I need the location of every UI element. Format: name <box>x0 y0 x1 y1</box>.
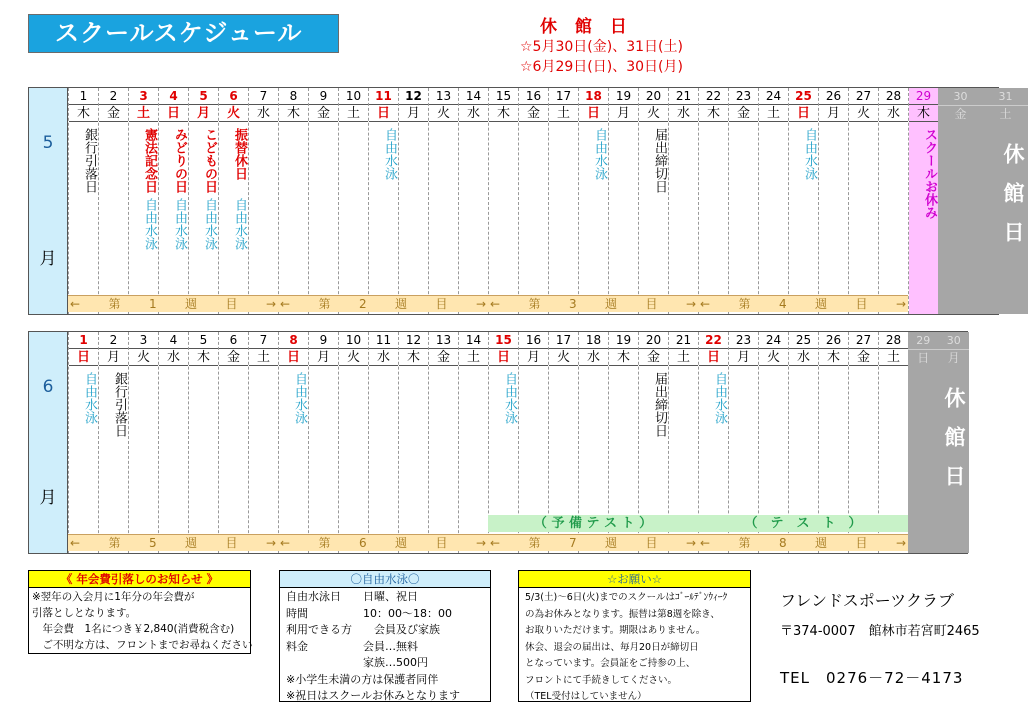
june-week-number: 7 <box>568 536 577 550</box>
june-week-word: 第 <box>318 536 331 550</box>
june-day-number: 8 <box>279 332 308 349</box>
june-week-arrow-right: → <box>685 536 696 550</box>
june-day-number: 17 <box>549 332 578 349</box>
may-day-4 <box>158 88 188 314</box>
may-day-19 <box>608 88 638 314</box>
june-day-number: 24 <box>759 332 788 349</box>
june-weekday: 木 <box>189 349 218 366</box>
may-weekday: 水 <box>879 105 908 122</box>
june-weekday: 金 <box>219 349 248 366</box>
june-day-number: 3 <box>129 332 158 349</box>
june-day-number: 14 <box>459 332 488 349</box>
may-month-char: 月 <box>39 249 57 269</box>
request-notice <box>518 570 751 702</box>
may-weekday: 月 <box>189 105 218 122</box>
june-day-7 <box>248 332 278 553</box>
june-test-label: （ テ ス ト ） <box>744 516 862 531</box>
may-week-suffix: 週 <box>815 297 828 311</box>
club-tel: TEL 0276－72－4173 <box>780 669 964 687</box>
june-day-number: 5 <box>189 332 218 349</box>
may-week-arrow-right: → <box>475 297 486 311</box>
june-weekday: 土 <box>249 349 278 366</box>
may-day-number: 7 <box>249 88 278 105</box>
may-day-3 <box>128 88 158 314</box>
may-day-number: 17 <box>549 88 578 105</box>
june-test-bar-2 <box>698 515 908 532</box>
may-day-number: 25 <box>789 88 818 105</box>
may-week-arrow-right: → <box>265 297 276 311</box>
may-day-note: 自由水泳 <box>142 198 157 250</box>
may-day-number: 2 <box>99 88 128 105</box>
may-weekday: 月 <box>399 105 428 122</box>
may-day-note: 自由水泳 <box>802 128 817 180</box>
may-day-number: 9 <box>309 88 338 105</box>
june-day-number: 13 <box>429 332 458 349</box>
notice_swim-line: 利用できる方 会員及び家族 <box>286 623 440 636</box>
may-day-note: 届出締切日 <box>652 128 667 193</box>
may-weekday: 木 <box>69 105 98 122</box>
june-day-number: 18 <box>579 332 608 349</box>
june-week-word: 第 <box>108 536 121 550</box>
may-weekday: 日 <box>369 105 398 122</box>
june-day-6 <box>218 332 248 553</box>
may-day-note: 憲法記念日 <box>142 128 157 193</box>
may-day-number: 14 <box>459 88 488 105</box>
may-day-24 <box>758 88 788 314</box>
closed-line-2: ☆6月29日(日)、30日(月) <box>520 59 683 75</box>
may-weekday: 土 <box>339 105 368 122</box>
june-weekday: 土 <box>669 349 698 366</box>
may-week-word: 第 <box>738 297 751 311</box>
may-day-number: 15 <box>489 88 518 105</box>
may-day-number: 6 <box>219 88 248 105</box>
may-closed-day-weekday: 金 <box>954 107 967 121</box>
may-closed-text: 休館日 <box>1001 143 1025 260</box>
june-day-10 <box>338 332 368 553</box>
june-day-2 <box>98 332 128 553</box>
may-day-number: 16 <box>519 88 548 105</box>
june-weekday: 月 <box>309 349 338 366</box>
june-day-9 <box>308 332 338 553</box>
june-day-note: 届出締切日 <box>652 372 667 437</box>
june-month-number: 6 <box>42 377 54 397</box>
may-weekday: 水 <box>249 105 278 122</box>
june-week-end: 目 <box>225 536 238 550</box>
june-weekday: 金 <box>849 349 878 366</box>
june-day-number: 22 <box>699 332 728 349</box>
notice_swim-line: ※小学生未満の方は保護者同伴 <box>286 672 439 686</box>
may-week-bar-1 <box>68 295 278 312</box>
june-day-number: 21 <box>669 332 698 349</box>
may-weekday: 日 <box>579 105 608 122</box>
june-week-arrow-right: → <box>265 536 276 550</box>
swim-notice-heading: 〇自由水泳〇 <box>280 571 490 588</box>
may-day-number: 28 <box>879 88 908 105</box>
june-closed-numbers <box>908 332 969 349</box>
may-day-note: 銀行引落日 <box>82 128 97 193</box>
june-week-bar-2 <box>278 534 488 551</box>
club-name: フレンドスポーツクラブ <box>780 591 955 610</box>
may-weekday: 火 <box>219 105 248 122</box>
may-day-number: 22 <box>699 88 728 105</box>
notice_req-line: の為お休みとなります。振替は第8週を除き、 <box>525 608 720 620</box>
may-week-number: 4 <box>778 297 787 311</box>
june-weekday: 土 <box>459 349 488 366</box>
may-weekday: 日 <box>159 105 188 122</box>
notice_swim-line: 時間 10：00～18：00 <box>286 606 452 620</box>
notice_req-line: （TEL受付はしていません） <box>525 691 647 702</box>
june-week-suffix: 週 <box>395 536 408 550</box>
may-day-8 <box>278 88 308 314</box>
june-weekday: 水 <box>159 349 188 366</box>
june-closed-day-number: 30 <box>946 334 961 347</box>
june-weekday: 月 <box>519 349 548 366</box>
may-day-note: 自由水泳 <box>232 198 247 250</box>
notice_swim-line: 家族…500円 <box>286 656 428 669</box>
june-weekday: 火 <box>549 349 578 366</box>
june-week-bar-1 <box>68 534 278 551</box>
may-week-suffix: 週 <box>395 297 408 311</box>
may-week-word: 第 <box>528 297 541 311</box>
may-day-note: スクールお休み <box>922 128 937 219</box>
page-title: スクールスケジュール <box>28 14 339 53</box>
may-weekday: 日 <box>789 105 818 122</box>
notice_req-line: お取りいただけます。期限はありません。 <box>525 625 706 636</box>
june-day-13 <box>428 332 458 553</box>
june-weekday: 火 <box>339 349 368 366</box>
june-day-note: 自由水泳 <box>82 372 97 424</box>
may-day-14 <box>458 88 488 314</box>
june-day-4 <box>158 332 188 553</box>
closed-heading: 休 館 日 <box>540 17 633 37</box>
may-day-number: 29 <box>909 88 938 105</box>
may-weekday: 木 <box>699 105 728 122</box>
may-week-end: 目 <box>435 297 448 311</box>
june-day-number: 15 <box>489 332 518 349</box>
may-weekday: 木 <box>489 105 518 122</box>
june-weekday: 水 <box>579 349 608 366</box>
may-weekday: 金 <box>99 105 128 122</box>
may-day-22 <box>698 88 728 314</box>
june-day-number: 4 <box>159 332 188 349</box>
may-day-9 <box>308 88 338 314</box>
may-weekday: 火 <box>849 105 878 122</box>
may-day-number: 24 <box>759 88 788 105</box>
notice_swim-line: 料金 会員…無料 <box>286 639 418 653</box>
june-week-word: 第 <box>738 536 751 550</box>
june-month-label <box>29 332 68 553</box>
may-calendar <box>28 87 1025 315</box>
june-day-number: 20 <box>639 332 668 349</box>
may-day-number: 1 <box>69 88 98 105</box>
may-week-number: 2 <box>358 297 367 311</box>
june-week-suffix: 週 <box>605 536 618 550</box>
june-weekday: 月 <box>729 349 758 366</box>
june-day-number: 23 <box>729 332 758 349</box>
notice_swim-line: ※祝日はスクールお休みとなります <box>286 689 460 702</box>
june-day-number: 2 <box>99 332 128 349</box>
swim-notice <box>279 570 491 702</box>
june-week-end: 目 <box>855 536 868 550</box>
june-week-end: 目 <box>645 536 658 550</box>
june-day-note: 自由水泳 <box>712 372 727 424</box>
june-week-arrow-right: → <box>475 536 486 550</box>
june-week-bar-3 <box>488 534 698 551</box>
may-day-number: 19 <box>609 88 638 105</box>
june-closed-day-weekday: 月 <box>947 351 960 365</box>
june-calendar <box>28 331 968 554</box>
may-week-word: 第 <box>108 297 121 311</box>
june-day-note: 自由水泳 <box>292 372 307 424</box>
june-week-end: 目 <box>435 536 448 550</box>
may-day-26 <box>818 88 848 314</box>
june-weekday: 日 <box>279 349 308 366</box>
june-day-note: 銀行引落日 <box>112 372 127 437</box>
june-weekday: 木 <box>819 349 848 366</box>
may-day-12 <box>398 88 428 314</box>
june-week-number: 8 <box>778 536 787 550</box>
may-day-18 <box>578 88 608 314</box>
may-weekday: 土 <box>549 105 578 122</box>
may-weekday: 土 <box>759 105 788 122</box>
may-day-number: 5 <box>189 88 218 105</box>
may-day-23 <box>728 88 758 314</box>
june-closed-day-weekday: 日 <box>917 351 930 365</box>
june-day-number: 10 <box>339 332 368 349</box>
june-day-12 <box>398 332 428 553</box>
june-closed-block <box>908 332 969 553</box>
june-closed-weekdays <box>908 349 969 366</box>
may-day-number: 23 <box>729 88 758 105</box>
june-month-char: 月 <box>39 488 57 508</box>
june-day-8 <box>278 332 308 553</box>
request-notice-heading: ☆お願い☆ <box>519 571 750 588</box>
june-closed-text: 休館日 <box>942 387 966 504</box>
june-day-number: 25 <box>789 332 818 349</box>
may-week-end: 目 <box>855 297 868 311</box>
may-day-29 <box>908 88 938 314</box>
june-closed-day-number: 29 <box>916 334 931 347</box>
june-day-number: 27 <box>849 332 878 349</box>
may-week-end: 目 <box>225 297 238 311</box>
june-weekday: 水 <box>789 349 818 366</box>
june-week-suffix: 週 <box>815 536 828 550</box>
june-day-number: 12 <box>399 332 428 349</box>
may-weekday: 金 <box>729 105 758 122</box>
may-day-number: 27 <box>849 88 878 105</box>
may-month-label <box>29 88 68 314</box>
closed-line-1: ☆5月30日(金)、31日(土) <box>520 39 683 55</box>
june-week-arrow-left: ← <box>700 536 711 550</box>
june-weekday: 土 <box>879 349 908 366</box>
notice_fee-line: 年会費 1名につき￥2,840(消費税含む) <box>32 623 235 635</box>
june-weekday: 日 <box>69 349 98 366</box>
june-day-number: 26 <box>819 332 848 349</box>
june-weekday: 日 <box>489 349 518 366</box>
june-weekday: 火 <box>759 349 788 366</box>
june-day-note: 自由水泳 <box>502 372 517 424</box>
may-week-arrow-left: ← <box>70 297 81 311</box>
june-weekday: 金 <box>429 349 458 366</box>
june-day-number: 7 <box>249 332 278 349</box>
notice_req-line: 5/3(土)～6日(火)までのスクールはｺﾞｰﾙﾃﾞﾝｳｨｰｸ <box>525 592 728 603</box>
may-weekday: 月 <box>609 105 638 122</box>
may-closed-day-weekday: 土 <box>999 107 1012 121</box>
may-day-27 <box>848 88 878 314</box>
june-week-number: 5 <box>148 536 157 550</box>
may-day-number: 11 <box>369 88 398 105</box>
may-weekday: 月 <box>819 105 848 122</box>
club-address: 〒374-0007 館林市若宮町2465 <box>780 624 980 639</box>
june-day-14 <box>458 332 488 553</box>
june-day-number: 9 <box>309 332 338 349</box>
may-day-note: 自由水泳 <box>382 128 397 180</box>
june-weekday: 日 <box>699 349 728 366</box>
june-weekday: 金 <box>639 349 668 366</box>
may-closed-numbers <box>938 88 1028 105</box>
may-month-number: 5 <box>42 133 54 153</box>
may-day-1 <box>68 88 98 314</box>
may-weekday: 木 <box>909 105 938 122</box>
june-weekday: 月 <box>99 349 128 366</box>
may-day-2 <box>98 88 128 314</box>
may-week-bar-4 <box>698 295 908 312</box>
notice_fee-line: ※翌年の入会月に1年分の年会費が <box>32 591 195 603</box>
may-week-arrow-left: ← <box>490 297 501 311</box>
may-day-20 <box>638 88 668 314</box>
may-day-10 <box>338 88 368 314</box>
may-weekday: 火 <box>639 105 668 122</box>
june-week-arrow-left: ← <box>280 536 291 550</box>
june-week-suffix: 週 <box>185 536 198 550</box>
june-day-number: 11 <box>369 332 398 349</box>
may-day-16 <box>518 88 548 314</box>
notice_fee-line: ご不明な方は、フロントまでお尋ねください <box>32 639 253 651</box>
may-weekday: 火 <box>429 105 458 122</box>
may-day-number: 21 <box>669 88 698 105</box>
may-day-6 <box>218 88 248 314</box>
may-day-number: 20 <box>639 88 668 105</box>
may-day-28 <box>878 88 908 314</box>
may-weekday: 水 <box>669 105 698 122</box>
may-day-5 <box>188 88 218 314</box>
may-day-25 <box>788 88 818 314</box>
may-week-arrow-right: → <box>685 297 696 311</box>
june-day-5 <box>188 332 218 553</box>
may-weekday: 木 <box>279 105 308 122</box>
may-day-number: 8 <box>279 88 308 105</box>
may-week-bar-3 <box>488 295 698 312</box>
may-day-note: みどりの日 <box>172 128 187 193</box>
may-day-15 <box>488 88 518 314</box>
may-weekday: 水 <box>459 105 488 122</box>
may-day-number: 26 <box>819 88 848 105</box>
notice_swim-line: 自由水泳日 日曜、祝日 <box>286 590 418 603</box>
june-week-number: 6 <box>358 536 367 550</box>
june-week-bar-4 <box>698 534 908 551</box>
may-day-13 <box>428 88 458 314</box>
june-day-number: 28 <box>879 332 908 349</box>
may-day-number: 12 <box>399 88 428 105</box>
may-week-suffix: 週 <box>185 297 198 311</box>
may-day-21 <box>668 88 698 314</box>
june-day-number: 6 <box>219 332 248 349</box>
may-week-word: 第 <box>318 297 331 311</box>
may-closed-day-number: 31 <box>998 90 1013 103</box>
may-day-note: 自由水泳 <box>172 198 187 250</box>
may-day-number: 3 <box>129 88 158 105</box>
june-day-3 <box>128 332 158 553</box>
may-week-arrow-left: ← <box>280 297 291 311</box>
june-day-11 <box>368 332 398 553</box>
may-day-note: 自由水泳 <box>592 128 607 180</box>
may-day-number: 10 <box>339 88 368 105</box>
may-closed-block <box>938 88 1028 314</box>
may-week-number: 1 <box>148 297 157 311</box>
fee-notice-heading: 《 年会費引落しのお知らせ 》 <box>29 571 250 588</box>
may-day-number: 4 <box>159 88 188 105</box>
may-closed-weekdays <box>938 105 1028 122</box>
may-day-number: 13 <box>429 88 458 105</box>
may-day-17 <box>548 88 578 314</box>
may-week-arrow-right: → <box>895 297 906 311</box>
june-test-label: （ 予 備 テ ス ト ） <box>533 516 653 531</box>
may-week-number: 3 <box>568 297 577 311</box>
june-weekday: 木 <box>399 349 428 366</box>
june-day-number: 16 <box>519 332 548 349</box>
may-weekday: 金 <box>519 105 548 122</box>
may-weekday: 金 <box>309 105 338 122</box>
fee-notice <box>28 570 251 654</box>
notice_req-line: 休会、退会の届出は、毎月20日が締切日 <box>525 641 699 653</box>
notice_req-line: となっています。会員証をご持参の上、 <box>525 658 696 669</box>
may-week-suffix: 週 <box>605 297 618 311</box>
may-closed-day-number: 30 <box>953 90 968 103</box>
june-week-word: 第 <box>528 536 541 550</box>
may-week-end: 目 <box>645 297 658 311</box>
june-day-1 <box>68 332 98 553</box>
notice_req-line: フロントにて手続きしてください。 <box>525 674 678 686</box>
may-week-bar-2 <box>278 295 488 312</box>
may-week-arrow-left: ← <box>700 297 711 311</box>
june-weekday: 火 <box>129 349 158 366</box>
june-weekday: 水 <box>369 349 398 366</box>
june-weekday: 木 <box>609 349 638 366</box>
june-week-arrow-left: ← <box>70 536 81 550</box>
notice_fee-line: 引落としとなります。 <box>32 607 137 619</box>
may-day-note: 振替休日 <box>232 128 247 180</box>
june-test-bar-1 <box>488 515 698 532</box>
may-day-note: 自由水泳 <box>202 198 217 250</box>
may-day-note: こどもの日 <box>202 128 217 193</box>
may-day-11 <box>368 88 398 314</box>
may-day-number: 18 <box>579 88 608 105</box>
may-weekday: 土 <box>129 105 158 122</box>
june-week-arrow-left: ← <box>490 536 501 550</box>
june-day-number: 19 <box>609 332 638 349</box>
may-day-7 <box>248 88 278 314</box>
june-week-arrow-right: → <box>895 536 906 550</box>
june-day-number: 1 <box>69 332 98 349</box>
